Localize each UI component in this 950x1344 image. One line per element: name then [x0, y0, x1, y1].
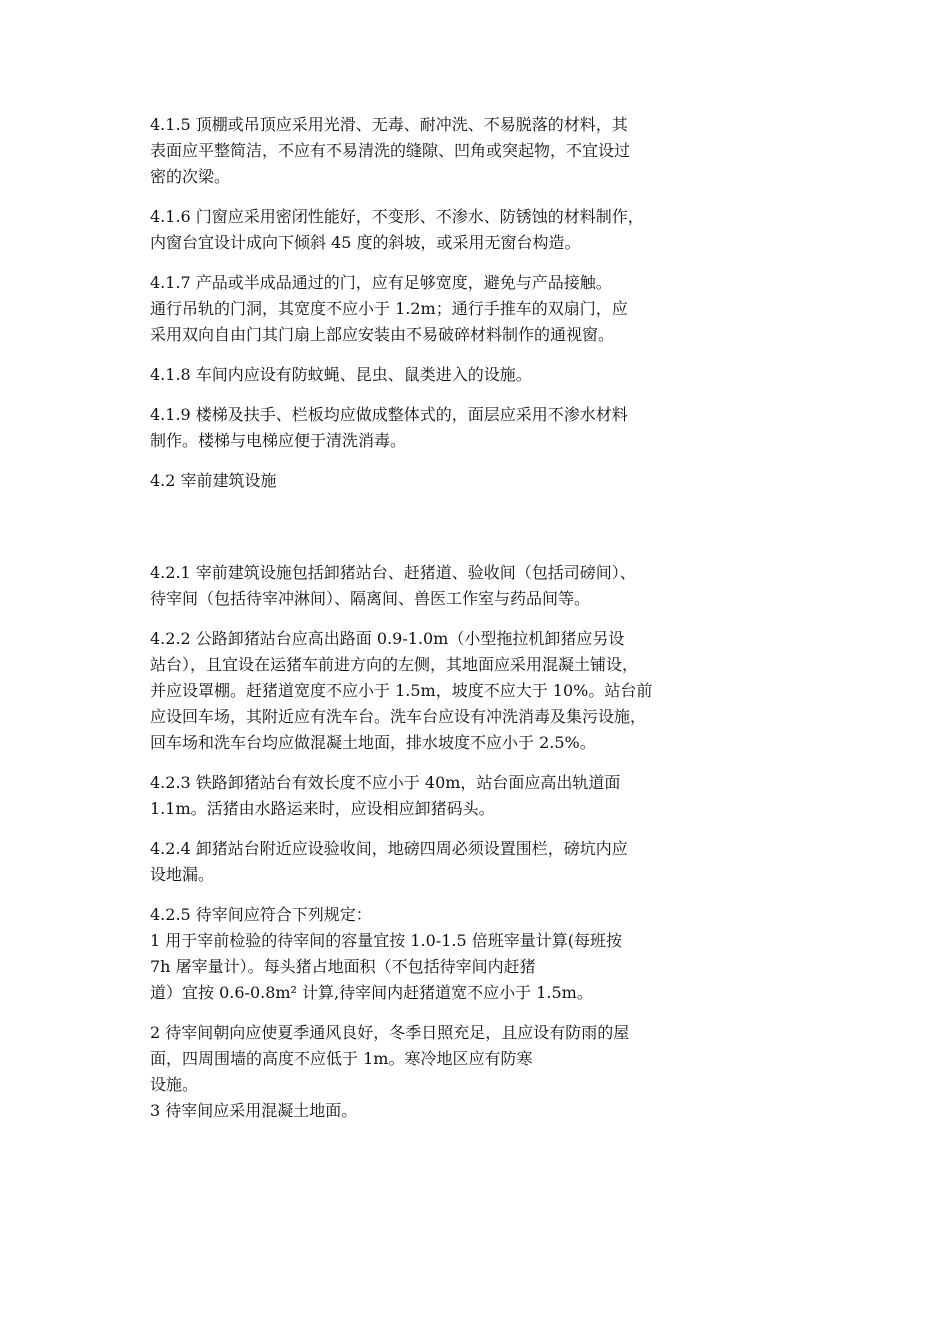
text-line: 3 待宰间应采用混凝土地面。 [150, 1101, 358, 1120]
section-heading-4-2 [150, 468, 730, 494]
text-line: 回车场和洗车台均应做混凝土地面，排水坡度不应小于 2.5%。 [150, 733, 596, 752]
clause-4-1-9 [150, 402, 730, 454]
clause-4-2-3 [150, 770, 730, 822]
text-line: 7h 屠宰量计）。每头猪占地面积（不包括待宰间内赶猪 [150, 957, 536, 976]
clause-4-1-8 [150, 362, 730, 388]
text-line: 4.2.5 待宰间应符合下列规定： [150, 905, 372, 924]
text-line: 应设回车场，其附近应有洗车台。洗车台应设有冲洗消毒及集污设施， [150, 707, 647, 726]
text-line: 道）宜按 0.6-0.8m² 计算,待宰间内赶猪道宽不应小于 1.5m。 [150, 983, 593, 1002]
clause-4-1-6 [150, 204, 730, 256]
text-line: 待宰间（包括待宰冲淋间）、隔离间、兽医工作室与药品间等。 [150, 589, 591, 608]
text-line: 4.2.2 公路卸猪站台应高出路面 0.9-1.0m（小型拖拉机卸猪应另设 [150, 629, 625, 648]
text-line: 4.2.4 卸猪站台附近应设验收间，地磅四周必须设置围栏，磅坑内应 [150, 839, 628, 858]
text-line: 面，四周围墙的高度不应低于 1m。寒冷地区应有防寒 [150, 1049, 533, 1068]
clause-4-1-5 [150, 112, 730, 190]
text-line: 2 待宰间朝向应使夏季通风良好，冬季日照充足，且应设有防雨的屋 [150, 1023, 630, 1042]
clause-4-2-2 [150, 626, 730, 756]
text-line: 1.1m。活猪由水路运来时，应设相应卸猪码头。 [150, 799, 495, 818]
text-line: 密的次梁。 [150, 167, 231, 186]
clause-4-2-1 [150, 560, 730, 612]
document-page [150, 112, 730, 1124]
text-line: 站台），且宜设在运猪车前进方向的左侧，其地面应采用混凝土铺设， [150, 655, 639, 674]
text-line: 表面应平整简洁，不应有不易清洗的缝隙、凹角或突起物，不宜设过 [150, 141, 631, 160]
clause-4-2-4 [150, 836, 730, 888]
text-line: 4.1.6 门窗应采用密闭性能好，不变形、不渗水、防锈蚀的材料制作， [150, 207, 644, 226]
text-line: 4.1.5 顶棚或吊顶应采用光滑、无毒、耐冲洗、不易脱落的材料，其 [150, 115, 628, 134]
text-line: 采用双向自由门其门扇上部应安装由不易破碎材料制作的通视窗。 [150, 325, 615, 344]
text-line: 设施。 [150, 1075, 199, 1094]
section-title: 4.2 宰前建筑设施 [150, 471, 277, 490]
text-line: 制作。楼梯与电梯应便于清洗消毒。 [150, 431, 407, 450]
text-line: 设地漏。 [150, 865, 215, 884]
clause-4-2-5-items [150, 1020, 730, 1124]
clause-4-2-5 [150, 902, 730, 1006]
clause-4-1-7 [150, 270, 730, 348]
text-line: 4.2.3 铁路卸猪站台有效长度不应小于 40m，站台面应高出轨道面 [150, 773, 621, 792]
text-line: 1 用于宰前检验的待宰间的容量宜按 1.0-1.5 倍班宰量计算(每班按 [150, 931, 622, 950]
text-line: 通行吊轨的门洞，其宽度不应小于 1.2m；通行手推车的双扇门，应 [150, 299, 628, 318]
text-line: 内窗台宜设计成向下倾斜 45 度的斜坡，或采用无窗台构造。 [150, 233, 581, 252]
text-line: 4.1.9 楼梯及扶手、栏板均应做成整体式的，面层应采用不渗水材料 [150, 405, 628, 424]
text-line: 并应设罩棚。赶猪道宽度不应小于 1.5m，坡度不应大于 10%。站台前 [150, 681, 653, 700]
text-line: 4.2.1 宰前建筑设施包括卸猪站台、赶猪道、验收间（包括司磅间）、 [150, 563, 636, 582]
text-line: 4.1.7 产品或半成品通过的门，应有足够宽度，避免与产品接触。 [150, 273, 612, 292]
text-line: 4.1.8 车间内应设有防蚊蝇、昆虫、鼠类进入的设施。 [150, 365, 532, 384]
